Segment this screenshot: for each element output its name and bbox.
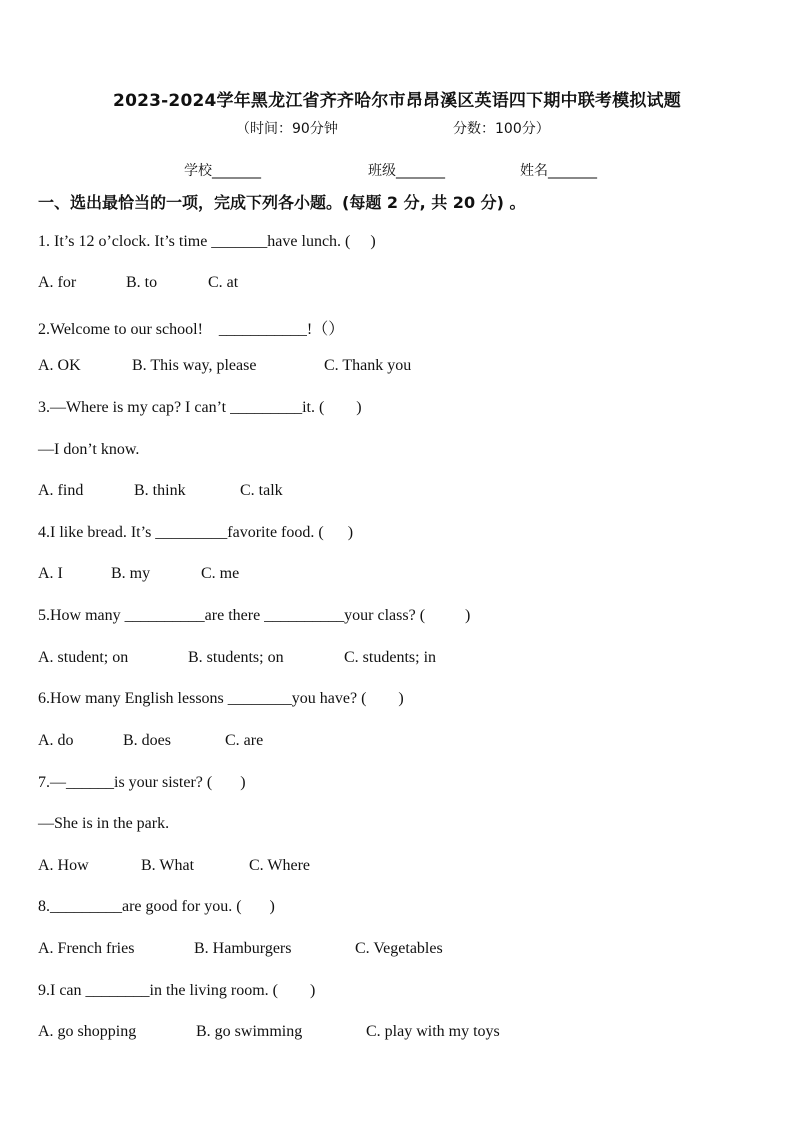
q2-option-c: C. Thank you	[324, 357, 412, 374]
q3-option-c: C. talk	[240, 482, 283, 499]
question-8: 8._________are good for you. ( )	[38, 898, 275, 915]
question-7-reply: —She is in the park.	[38, 815, 170, 832]
q7-option-a: A. How	[38, 857, 89, 874]
name-field: 姓名_______	[520, 163, 597, 179]
q3-option-b: B. think	[134, 482, 186, 499]
question-9: 9.I can ________in the living room. ( )	[38, 982, 316, 999]
q6-option-a: A. do	[38, 732, 74, 749]
question-7: 7.—______is your sister? ( )	[38, 774, 246, 791]
q1-option-a: A. for	[38, 274, 77, 291]
q8-option-b: B. Hamburgers	[194, 940, 292, 957]
q7-option-c: C. Where	[249, 857, 311, 874]
q5-option-c: C. students; in	[344, 649, 437, 666]
q9-option-b: B. go swimming	[196, 1023, 303, 1040]
q4-option-c: C. me	[201, 565, 240, 582]
question-6: 6.How many English lessons ________you have? ( )	[38, 690, 404, 707]
question-3-reply: —I don’t know.	[38, 441, 140, 458]
question-4: 4.I like bread. It’s _________favorite food. ( )	[38, 524, 354, 541]
exam-score: 分数：100分）	[453, 121, 550, 137]
question-5: 5.How many __________are there __________your class? ( )	[38, 607, 471, 624]
q1-option-c: C. at	[208, 274, 239, 291]
section-heading: 一、选出最恰当的一项，完成下列各小题。(每题 2 分, 共 20 分) 。	[38, 193, 526, 212]
q4-option-b: B. my	[111, 565, 151, 582]
q5-option-b: B. students; on	[188, 649, 284, 666]
school-field: 学校_______	[184, 163, 261, 179]
q5-option-a: A. student; on	[38, 649, 129, 666]
q8-option-a: A. French fries	[38, 940, 135, 957]
q6-option-b: B. does	[123, 732, 171, 749]
q9-option-c: C. play with my toys	[366, 1023, 500, 1040]
exam-time: （时间：90分钟	[236, 121, 338, 137]
q4-option-a: A. I	[38, 565, 63, 582]
q2-option-b: B. This way, please	[132, 357, 257, 374]
q1-option-b: B. to	[126, 274, 158, 291]
q2-option-a: A. OK	[38, 357, 81, 374]
q6-option-c: C. are	[225, 732, 264, 749]
q9-option-a: A. go shopping	[38, 1023, 137, 1040]
class-field: 班级_______	[368, 163, 445, 179]
question-3: 3.—Where is my cap? I can’t _________it. ( )	[38, 399, 362, 416]
question-1: 1. It’s 12 o’clock. It’s time _______have lunch. ( )	[38, 233, 376, 250]
q3-option-a: A. find	[38, 482, 84, 499]
q7-option-b: B. What	[141, 857, 195, 874]
exam-title: 2023-2024学年黑龙江省齐齐哈尔市昂昂溪区英语四下期中联考模拟试题	[113, 91, 681, 111]
question-2: 2.Welcome to our school! ___________!（）	[38, 321, 345, 338]
q8-option-c: C. Vegetables	[355, 940, 443, 957]
